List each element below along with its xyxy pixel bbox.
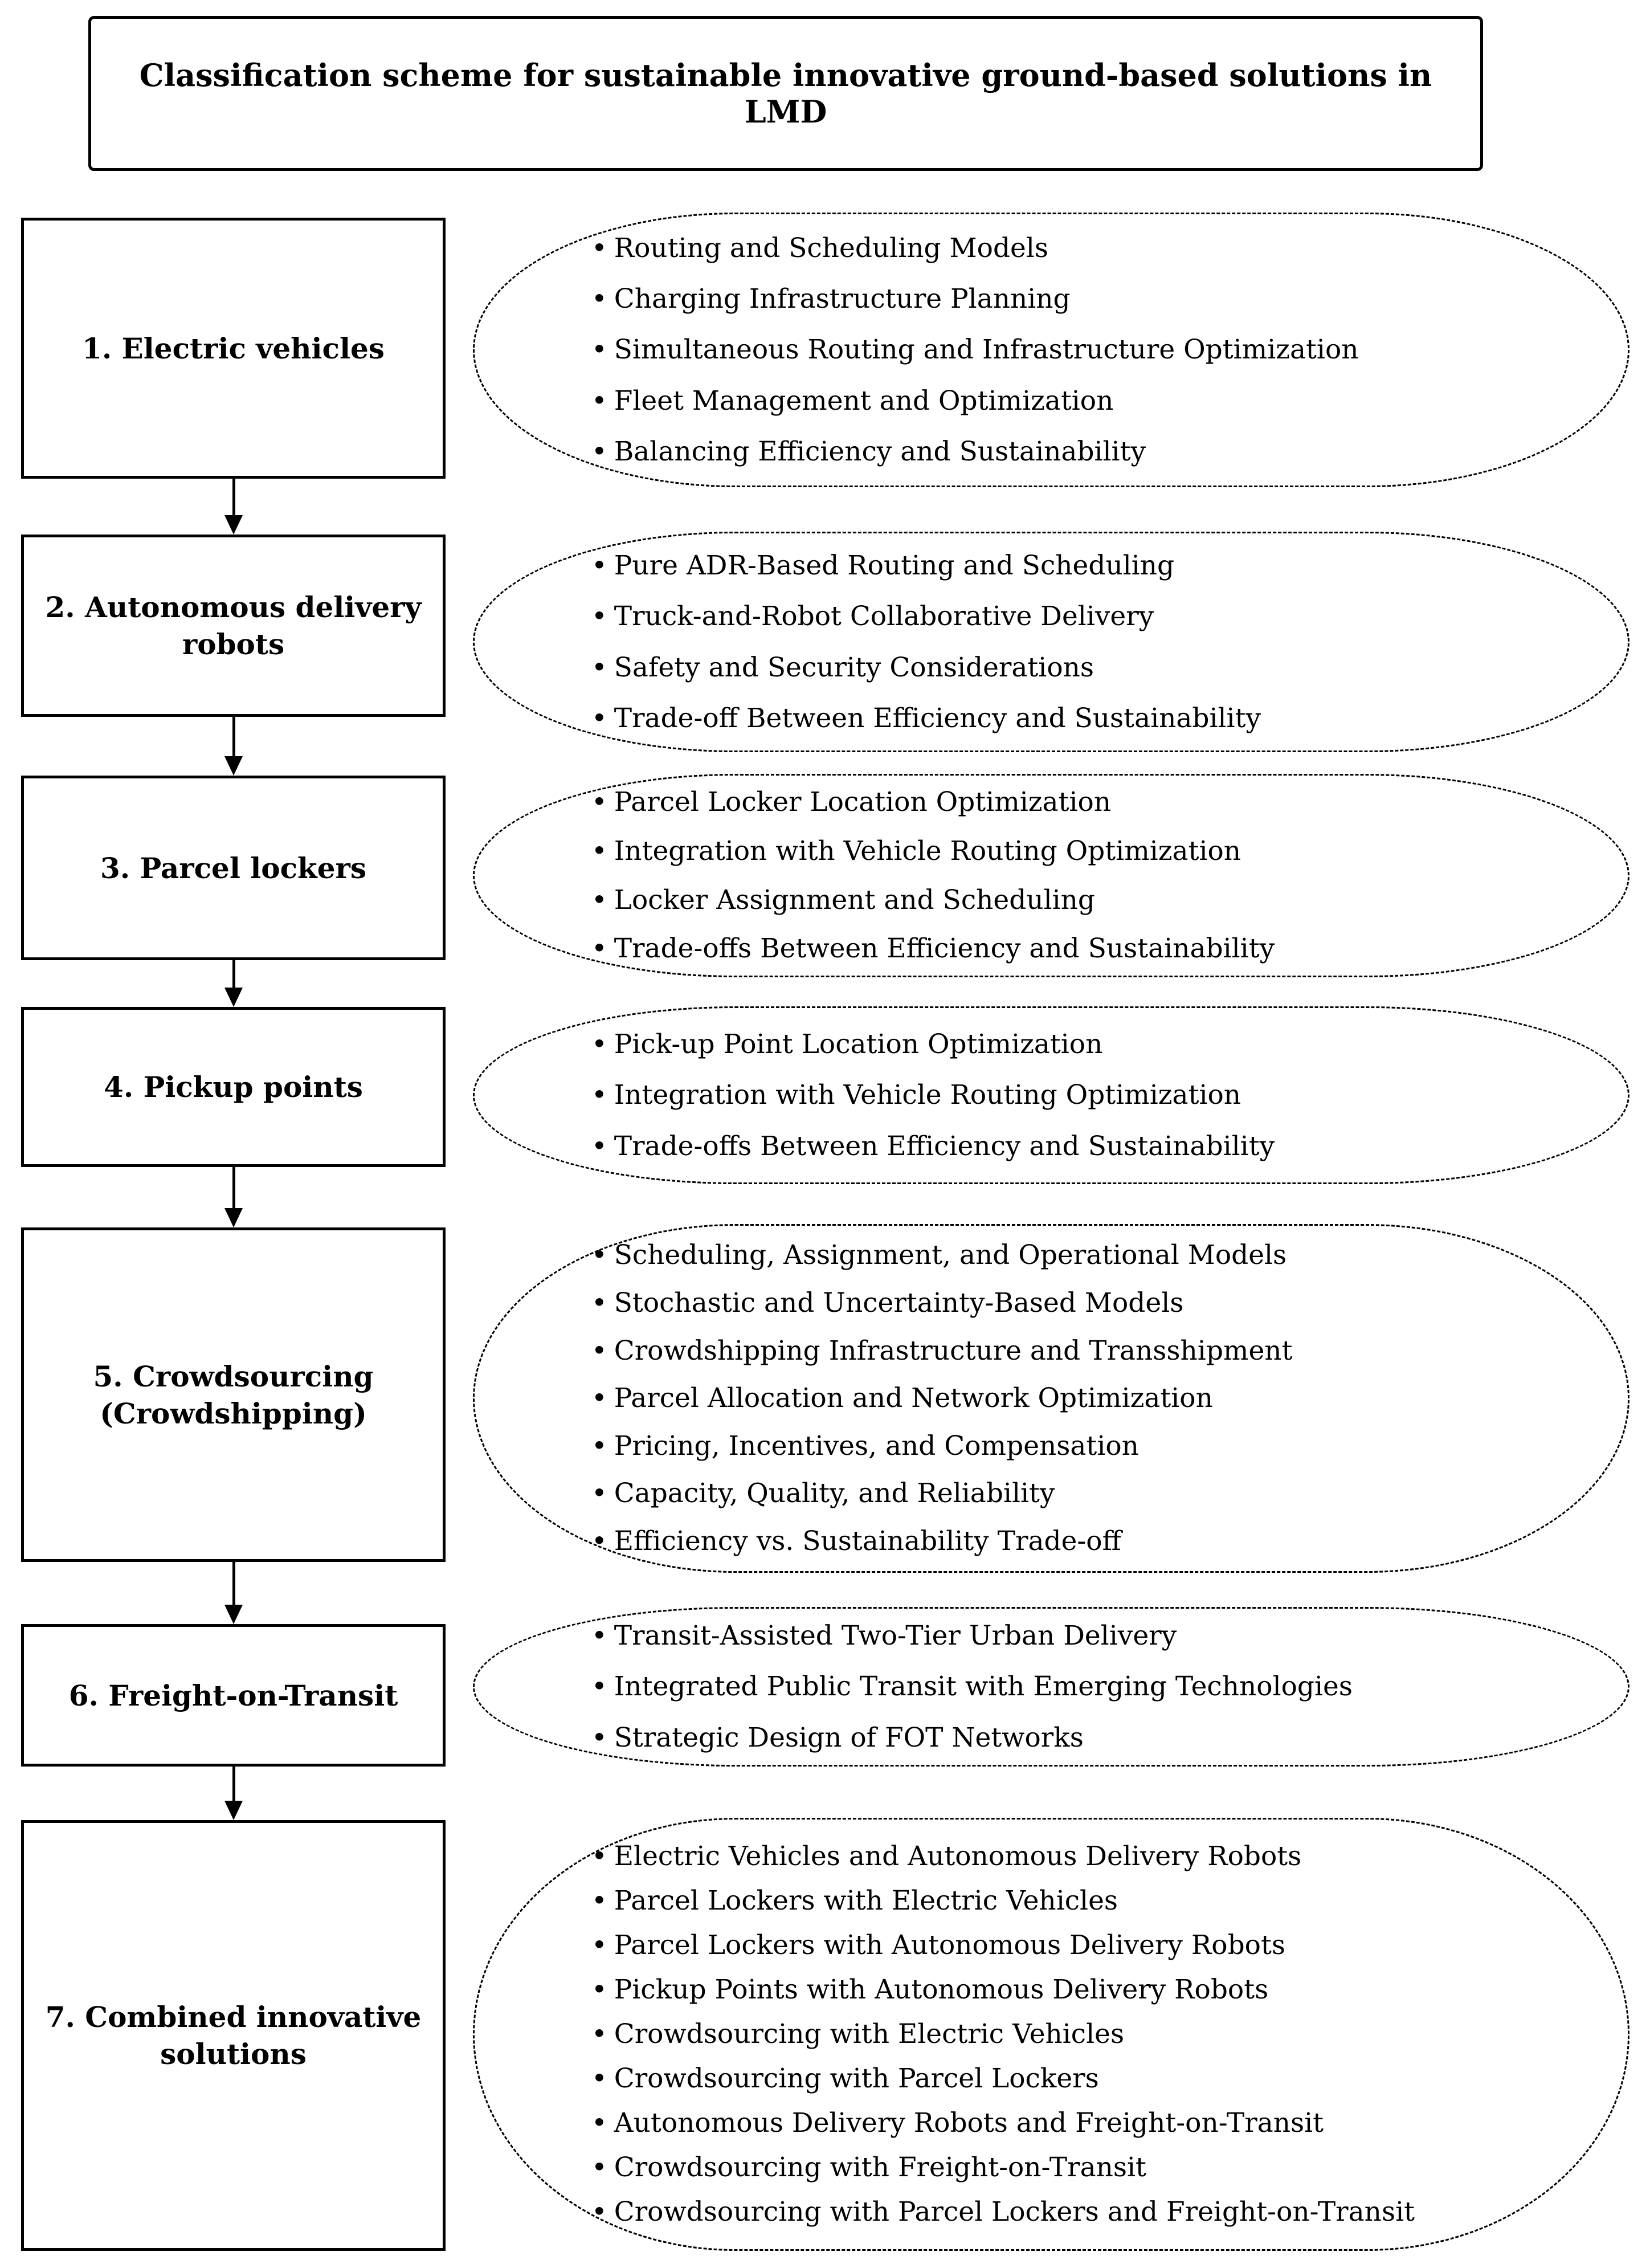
topic-item: • Pure ADR-Based Routing and Scheduling [591, 540, 1565, 591]
topic-list [591, 540, 1565, 744]
topic-item: • Capacity, Quality, and Reliability [591, 1470, 1565, 1518]
topic-item: • Parcel Locker Location Optimization [591, 778, 1565, 827]
category-box [21, 776, 446, 960]
topics-ellipse [473, 1818, 1629, 2251]
category-box [21, 535, 446, 717]
category-label: 1. Electric vehicles [82, 331, 385, 365]
title-box [88, 16, 1483, 171]
topic-item: • Autonomous Delivery Robots and Freight-on-Transit [591, 2101, 1565, 2145]
category-box [21, 218, 446, 479]
flow-arrow [223, 1167, 244, 1227]
topic-item: • Efficiency vs. Sustainability Trade-off [591, 1518, 1565, 1565]
category-label: 4. Pickup points [104, 1070, 363, 1104]
topic-item: • Crowdsourcing with Parcel Lockers and Freight-on-Transit [591, 2190, 1565, 2234]
topic-item: • Simultaneous Routing and Infrastructure Optimization [591, 324, 1565, 375]
arrow-line [232, 479, 235, 515]
topic-item: • Stochastic and Uncertainty-Based Models [591, 1279, 1565, 1327]
topic-item: • Charging Infrastructure Planning [591, 274, 1565, 324]
topic-item: • Routing and Scheduling Models [591, 223, 1565, 274]
topic-item: • Transit-Assisted Two-Tier Urban Delivery [591, 1610, 1565, 1661]
category-label: 5. Crowdsourcing (Crowdshipping) [93, 1359, 374, 1430]
arrow-line [232, 960, 235, 988]
topics-ellipse [473, 532, 1629, 752]
topic-item: • Safety and Security Considerations [591, 642, 1565, 693]
topic-item: • Trade-off Between Efficiency and Sustainability [591, 693, 1565, 744]
arrow-head-icon [224, 756, 243, 776]
topic-list [591, 1834, 1565, 2234]
topic-item: • Balancing Efficiency and Sustainability [591, 426, 1565, 477]
arrow-line [232, 1767, 235, 1801]
arrow-head-icon [224, 1208, 243, 1227]
category-label: 2. Autonomous delivery robots [45, 590, 422, 661]
topic-item: • Scheduling, Assignment, and Operational Models [591, 1231, 1565, 1279]
topics-ellipse [473, 1006, 1629, 1184]
topic-item: • Pricing, Incentives, and Compensation [591, 1422, 1565, 1470]
flow-arrow [223, 479, 244, 535]
topic-list [591, 1231, 1565, 1565]
topic-item: • Pickup Points with Autonomous Delivery Robots [591, 1968, 1565, 2012]
flow-arrow [223, 960, 244, 1007]
arrow-head-icon [224, 1605, 243, 1624]
topic-item: • Trade-offs Between Efficiency and Sustainability [591, 924, 1565, 973]
topic-item: • Locker Assignment and Scheduling [591, 876, 1565, 925]
topics-ellipse [473, 1607, 1629, 1767]
category-label: 3. Parcel lockers [100, 851, 366, 885]
topic-item: • Integration with Vehicle Routing Optimization [591, 1070, 1565, 1120]
topic-item: • Parcel Lockers with Autonomous Delivery Robots [591, 1923, 1565, 1968]
category-label: 6. Freight-on-Transit [68, 1678, 398, 1712]
topic-list [591, 1610, 1565, 1763]
topics-ellipse [473, 1224, 1629, 1573]
arrow-head-icon [224, 515, 243, 535]
category-box [21, 1227, 446, 1562]
topic-item: • Crowdsourcing with Parcel Lockers [591, 2057, 1565, 2101]
arrow-head-icon [224, 988, 243, 1007]
topic-item: • Fleet Management and Optimization [591, 376, 1565, 426]
topic-list [591, 223, 1565, 477]
topic-item: • Trade-offs Between Efficiency and Sustainability [591, 1121, 1565, 1172]
topic-item: • Strategic Design of FOT Networks [591, 1712, 1565, 1763]
flow-arrow [223, 1562, 244, 1624]
arrow-line [232, 1562, 235, 1605]
topic-item: • Parcel Allocation and Network Optimization [591, 1374, 1565, 1422]
topic-item: • Integrated Public Transit with Emerging Technologies [591, 1661, 1565, 1712]
topic-item: • Pick-up Point Location Optimization [591, 1019, 1565, 1070]
topics-ellipse [473, 213, 1629, 487]
topics-ellipse [473, 774, 1629, 977]
arrow-line [232, 1167, 235, 1208]
flow-arrow [223, 717, 244, 776]
topic-item: • Crowdsourcing with Freight-on-Transit [591, 2145, 1565, 2190]
arrow-line [232, 717, 235, 756]
topic-item: • Crowdsourcing with Electric Vehicles [591, 2012, 1565, 2057]
topic-item: • Electric Vehicles and Autonomous Delivery Robots [591, 1834, 1565, 1879]
topic-item: • Integration with Vehicle Routing Optimization [591, 827, 1565, 876]
category-label: 7. Combined innovative solutions [45, 2000, 422, 2071]
diagram-title: Classification scheme for sustainable innovative ground-based solutions in LMD [139, 57, 1432, 130]
flow-arrow [223, 1767, 244, 1820]
category-box [21, 1624, 446, 1767]
category-box [21, 1007, 446, 1167]
topic-item: • Crowdshipping Infrastructure and Transshipment [591, 1327, 1565, 1375]
arrow-head-icon [224, 1801, 243, 1820]
topic-list [591, 778, 1565, 973]
topic-item: • Parcel Lockers with Electric Vehicles [591, 1879, 1565, 1923]
topic-list [591, 1019, 1565, 1172]
topic-item: • Truck-and-Robot Collaborative Delivery [591, 591, 1565, 642]
category-box [21, 1820, 446, 2251]
